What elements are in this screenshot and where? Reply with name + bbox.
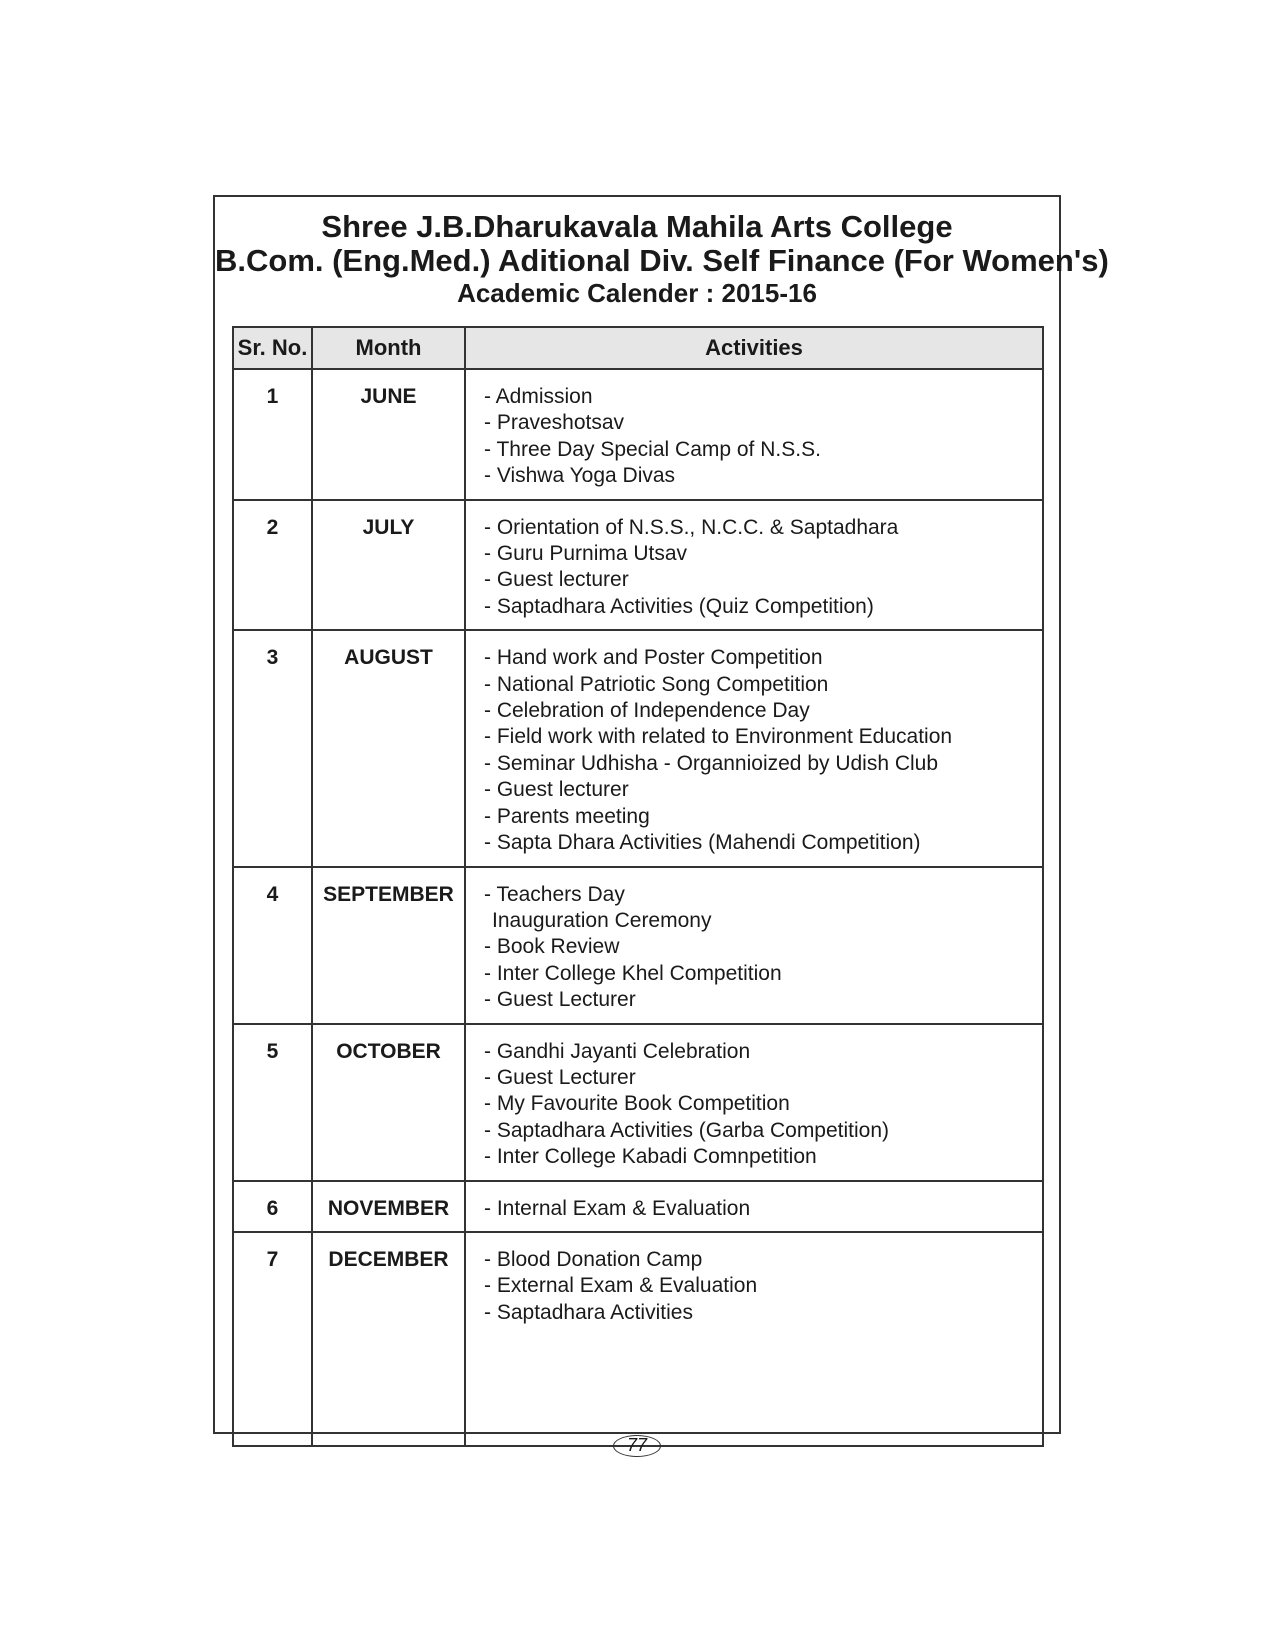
activity-item: - Field work with related to Environment Education xyxy=(484,725,953,749)
activities-cell xyxy=(465,369,1043,500)
activity-item: - External Exam & Evaluation xyxy=(484,1274,758,1298)
activity-item: - Hand work and Poster Competition xyxy=(484,646,823,670)
activity-item: - Vishwa Yoga Divas xyxy=(484,464,676,488)
calendar-title: Academic Calender : 2015-16 xyxy=(457,278,817,308)
activity-item: - Praveshotsav xyxy=(484,411,625,435)
activity-item: - Saptadhara Activities (Garba Competition) xyxy=(484,1118,890,1142)
month-cell: JULY xyxy=(312,500,465,631)
sr-no-cell: 2 xyxy=(233,500,312,631)
month-cell: SEPTEMBER xyxy=(312,867,465,1024)
college-name: Shree J.B.Dharukavala Mahila Arts College xyxy=(321,209,953,244)
activities-cell xyxy=(465,1024,1043,1181)
activities-cell xyxy=(465,1232,1043,1446)
sr-no-cell: 7 xyxy=(233,1232,312,1446)
activity-item: - Internal Exam & Evaluation xyxy=(484,1196,751,1220)
activity-item: - Celebration of Independence Day xyxy=(484,699,810,723)
activities-cell xyxy=(465,500,1043,631)
program-title: B.Com. (Eng.Med.) Aditional Div. Self Finance (For Women's) xyxy=(215,243,1109,278)
activity-item: - Saptadhara Activities (Quiz Competition) xyxy=(484,594,874,618)
activities-cell xyxy=(465,630,1043,866)
activity-item: - Inter College Khel Competition xyxy=(484,961,782,985)
table-row xyxy=(233,867,1043,1024)
month-cell: NOVEMBER xyxy=(312,1181,465,1232)
activities-cell xyxy=(465,867,1043,1024)
activity-item: - Saptadhara Activities xyxy=(484,1300,693,1324)
activity-item: - My Favourite Book Competition xyxy=(484,1092,790,1116)
activity-item: - Blood Donation Camp xyxy=(484,1247,703,1271)
activity-item: - Seminar Udhisha - Organnioized by Udish Club xyxy=(484,751,939,775)
page-number: 77 xyxy=(613,1435,661,1457)
table-row xyxy=(233,1232,1043,1446)
table-row xyxy=(233,369,1043,500)
table-row xyxy=(233,1181,1043,1232)
activity-item: - Gandhi Jayanti Celebration xyxy=(484,1039,751,1063)
sr-no-cell: 3 xyxy=(233,630,312,866)
table-row xyxy=(233,1024,1043,1181)
activity-item: - Orientation of N.S.S., N.C.C. & Saptadhara xyxy=(484,515,899,539)
activity-item: - Sapta Dhara Activities (Mahendi Competition) xyxy=(484,831,921,855)
month-cell: JUNE xyxy=(312,369,465,500)
activity-item: - Three Day Special Camp of N.S.S. xyxy=(484,437,821,461)
activities-cell xyxy=(465,1181,1043,1232)
table-row xyxy=(233,500,1043,631)
activity-item: - Inter College Kabadi Comnpetition xyxy=(484,1145,817,1169)
month-cell: AUGUST xyxy=(312,630,465,866)
academic-calendar-table xyxy=(232,326,1044,1447)
activity-item: - Guru Purnima Utsav xyxy=(484,542,688,566)
activity-item: - Parents meeting xyxy=(484,804,650,828)
page-frame xyxy=(213,195,1109,1434)
column-header-sr-no: Sr. No. xyxy=(233,327,312,369)
activity-item: - Guest Lecturer xyxy=(484,988,636,1012)
column-header-month: Month xyxy=(312,327,465,369)
table-header-row xyxy=(233,327,1043,369)
activity-item: Inauguration Ceremony xyxy=(492,908,712,932)
table-row xyxy=(233,630,1043,866)
sr-no-cell: 5 xyxy=(233,1024,312,1181)
activity-item: - Admission xyxy=(484,385,593,408)
sr-no-cell: 1 xyxy=(233,369,312,500)
sr-no-cell: 6 xyxy=(233,1181,312,1232)
activity-item: - Book Review xyxy=(484,935,620,959)
month-cell: OCTOBER xyxy=(312,1024,465,1181)
activity-item: - National Patriotic Song Competition xyxy=(484,672,829,696)
column-header-activities: Activities xyxy=(465,327,1043,369)
month-cell: DECEMBER xyxy=(312,1232,465,1446)
activity-item: - Teachers Day xyxy=(484,882,625,906)
sr-no-cell: 4 xyxy=(233,867,312,1024)
activity-item: - Guest lecturer xyxy=(484,568,629,592)
activity-item: - Guest lecturer xyxy=(484,778,629,802)
activity-item: - Guest Lecturer xyxy=(484,1065,636,1089)
